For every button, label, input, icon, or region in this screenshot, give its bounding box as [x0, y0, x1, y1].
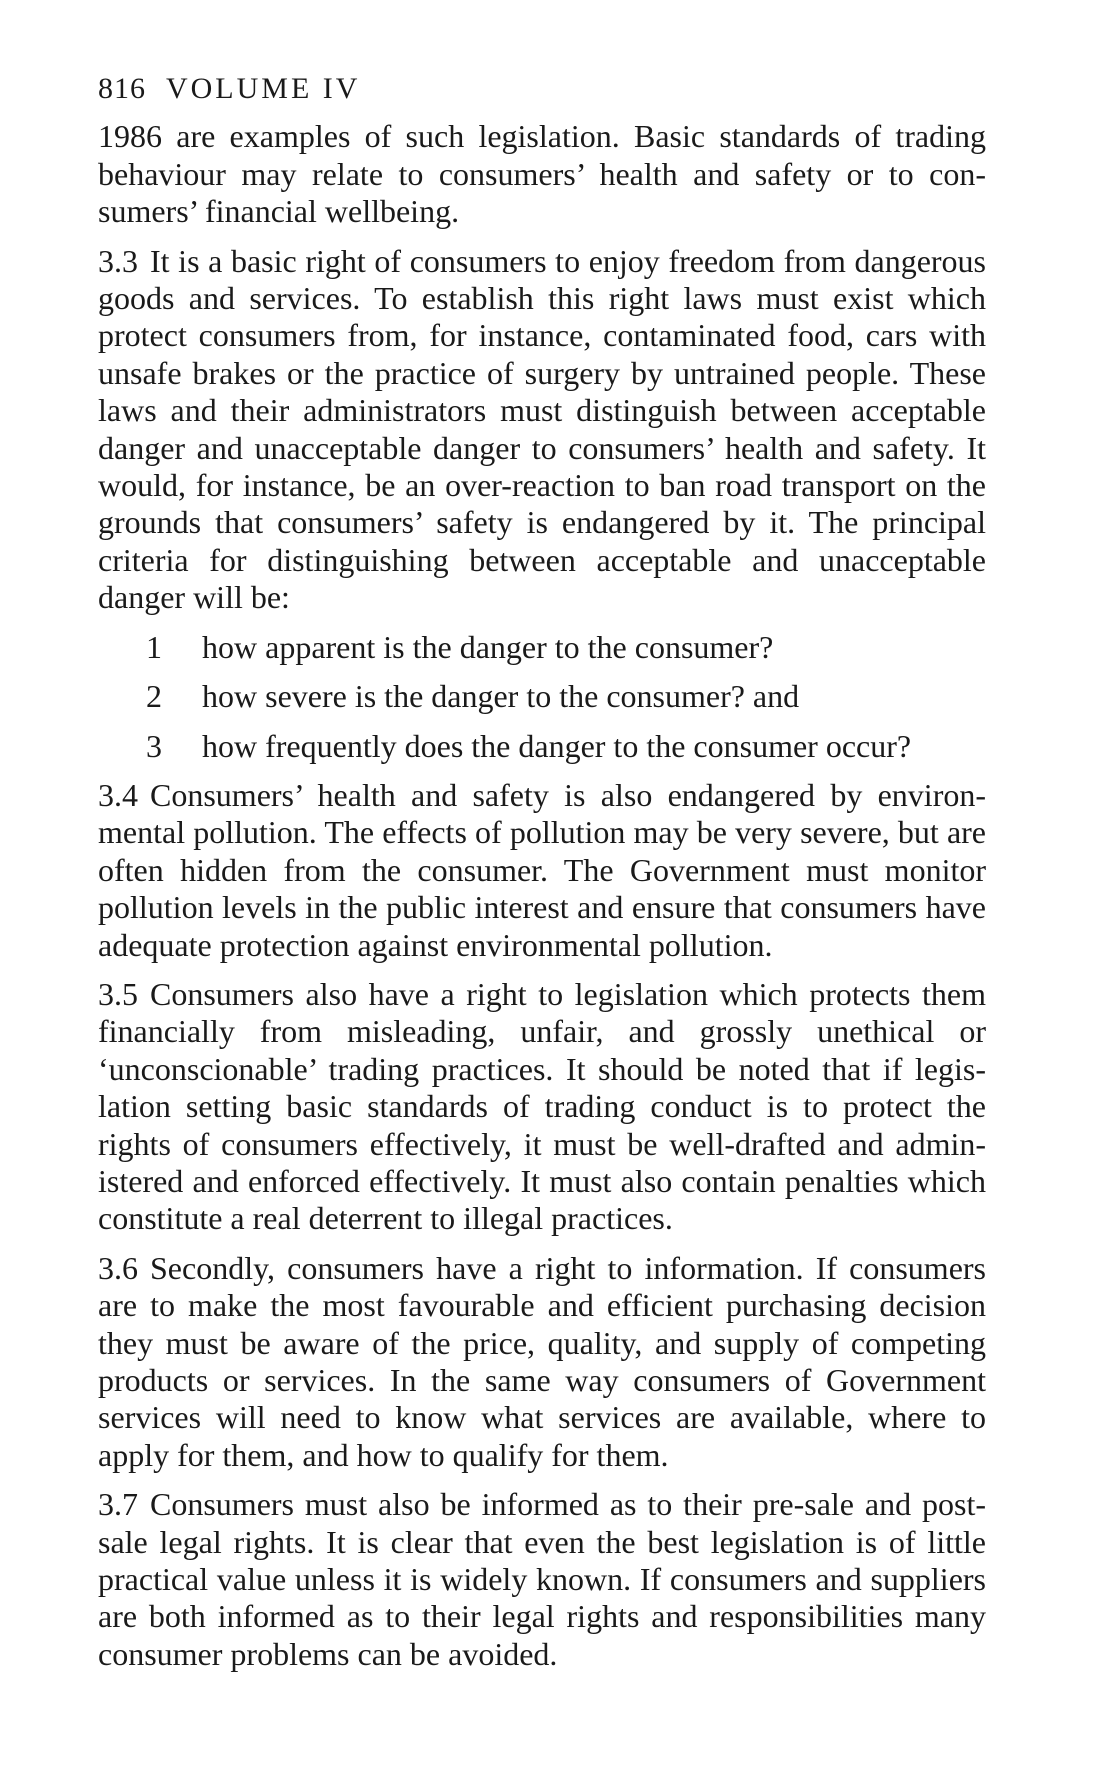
section-text: Consumers also have a right to legislation which protects them financially from misleading, unfair, and grossly unethical or ‘unconscionable’ trading practices. It should be noted that if legislation setting basic standards of trading conduct is to protect the rights of consumers effectively, it must be well-drafted and administered and enforced effectively. It must also contain penalties which constitute a real deterrent to illegal practices.	[98, 975, 986, 1237]
list-item-number: 2	[146, 678, 162, 715]
criteria-list	[98, 629, 986, 765]
book-page	[98, 70, 986, 1673]
section-3-5	[98, 976, 986, 1238]
list-item	[98, 678, 986, 715]
section-3-4	[98, 777, 986, 964]
list-item	[98, 629, 986, 666]
section-number: 3.3	[98, 242, 138, 279]
section-text: Consumers must also be informed as to their pre-sale and post-sale legal rights. It is clear that even the best legislation is of little practical value unless it is widely known. If consumers and suppliers are both informed as to their legal rights and responsibilities many consumer problems can be avoided.	[98, 1486, 986, 1672]
section-number: 3.4	[98, 776, 138, 813]
section-text: Secondly, consumers have a right to information. If consumers are to make the most favourable and efficient purchasing decision they must be aware of the price, quality, and supply of competing products or services. In the same way consumers of Government services will need to know what services are available, where to apply for them, and how to qualify for them.	[98, 1249, 986, 1473]
list-item-text: how severe is the danger to the consumer? and	[202, 678, 800, 715]
running-head	[98, 70, 986, 107]
intro-paragraph: 1986 are examples of such legislation. Basic standards of trading behaviour may relate to consumers’ health and safety or to consumers’ financial wellbeing.	[98, 118, 986, 230]
volume-label: VOLUME IV	[165, 72, 361, 105]
page-number: 816	[98, 72, 146, 105]
list-item-number: 3	[146, 727, 162, 764]
section-3-7	[98, 1486, 986, 1673]
section-number: 3.7	[98, 1486, 138, 1523]
section-3-3	[98, 243, 986, 617]
list-item-text: how frequently does the danger to the consumer occur?	[202, 727, 912, 764]
section-number: 3.5	[98, 975, 138, 1012]
section-text: Consumers’ health and safety is also endangered by environmental pollution. The effects of pollution may be very severe, but are often hidden from the consumer. The Government must monitor pollution levels in the public interest and ensure that consumers have adequate protection against environmental pollution.	[98, 776, 986, 963]
list-item-number: 1	[146, 628, 162, 665]
list-item-text: how apparent is the danger to the consumer?	[202, 628, 774, 665]
section-3-6	[98, 1250, 986, 1474]
section-text: It is a basic right of consumers to enjoy freedom from dangerous goods and services. To establish this right laws must exist which protect consumers from, for instance, contaminated food, cars with unsafe brakes or the practice of surgery by untrained people. These laws and their administrators must distinguish between acceptable danger and unacceptable danger to consumers’ health and safety. It would, for instance, be an over-reaction to ban road transport on the grounds that consumers’ safety is endangered by it. The principal criteria for distinguishing between acceptable and unacceptable danger will be:	[98, 242, 986, 616]
section-number: 3.6	[98, 1249, 138, 1286]
list-item	[98, 728, 986, 765]
